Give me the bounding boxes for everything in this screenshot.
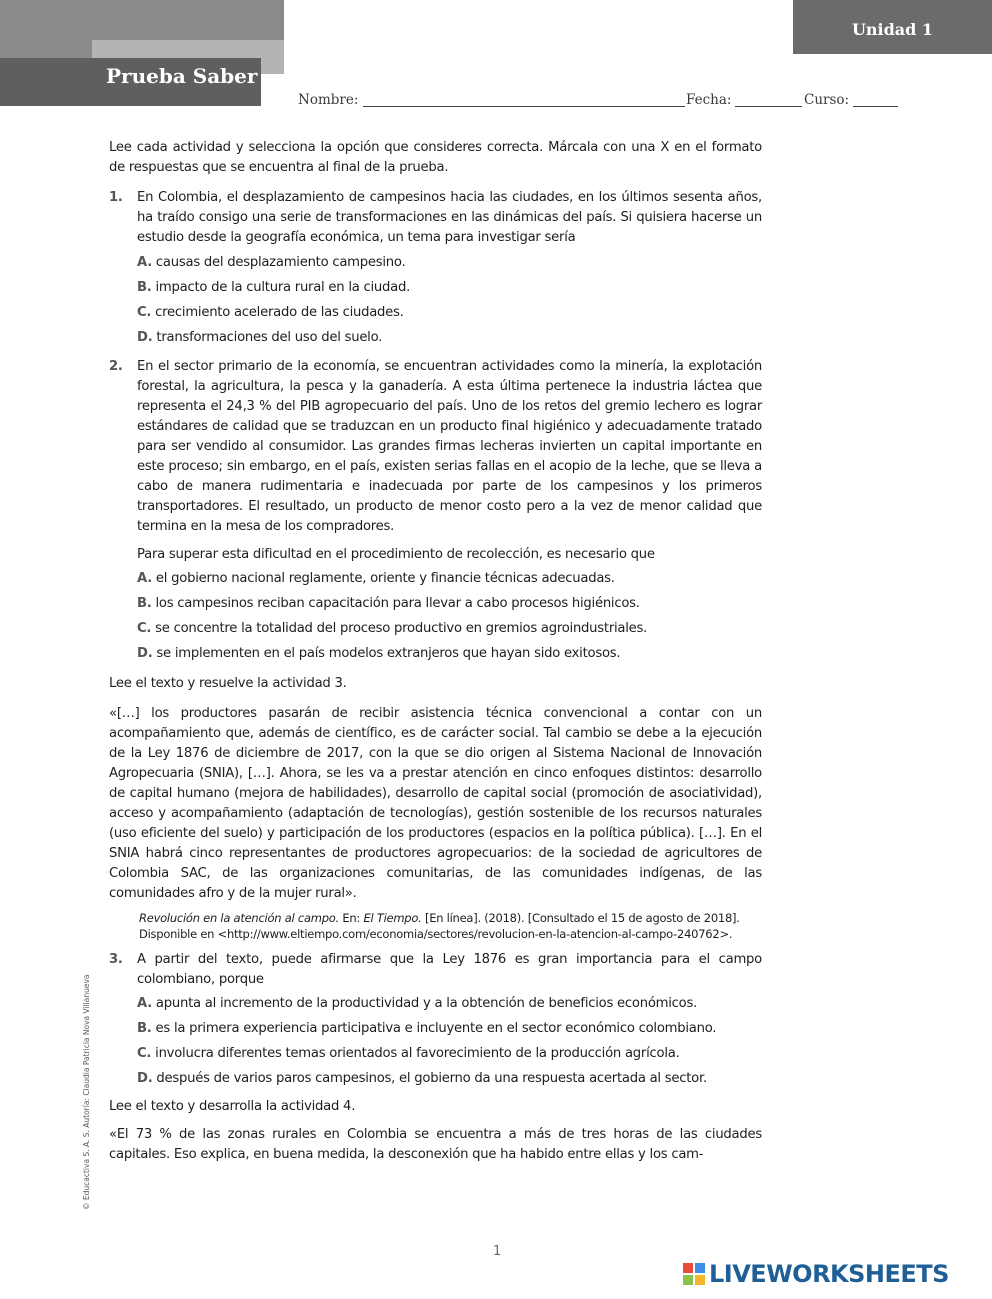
passage-4: «El 73 % de las zonas rurales en Colombia se encuentra a más de tres horas de las ciudades capitales. Eso explica, en buena medida, la desconexión que ha habido entre ellas y los cam- <box>109 1127 762 1162</box>
question-2 <box>109 357 762 565</box>
option-3b[interactable]: B. es la primera experiencia participativa e incluyente en el sector económico colombiano. <box>137 1021 717 1036</box>
question-text: En el sector primario de la economía, se encuentran actividades como la minería, la explotación forestal, la agricultura, la pesca y la ganadería. A esta última pertenece la industria láctea que representa el 24,3 % del PIB agropecuario del país. Uno de los retos del gremio lechero es lograr estándares de calidad que se traduzcan en un producto final higiénico y adecuadamente tratado para ser vendido al consumidor. Las grandes firmas lecheras invierten un capital importante en este proceso; sin embargo, en el país, existen serias fallas en el acopio de la leche, que se lleva a cabo de manera rudimentaria e inadecuada por parte de los campesinos y los primeros transportadores. El resultado, un producto de menor costo pero a la vez de menor calidad que termina en la mesa de los compradores. <box>137 359 762 534</box>
option-3a[interactable]: A. apunta al incremento de la productividad y a la obtención de beneficios económicos. <box>137 996 698 1011</box>
option-1d[interactable]: D. transformaciones del uso del suelo. <box>137 330 383 345</box>
option-2d[interactable]: D. se implementen en el país modelos extranjeros que hayan sido exitosos. <box>137 646 621 661</box>
option-1b[interactable]: B. impacto de la cultura rural en la ciudad. <box>137 280 411 295</box>
nombre-field[interactable] <box>363 106 685 107</box>
option-2c[interactable]: C. se concentre la totalidad del proceso productivo en gremios agroindustriales. <box>137 621 648 636</box>
fecha-label: Fecha: <box>686 92 732 108</box>
option-2b[interactable]: B. los campesinos reciban capacitación para llevar a cabo procesos higiénicos. <box>137 596 640 611</box>
option-3c[interactable]: C. involucra diferentes temas orientados al favorecimiento de la producción agrícola. <box>137 1046 680 1061</box>
question-text: En Colombia, el desplazamiento de campesinos hacia las ciudades, en los últimos sesenta años, ha traído consigo una serie de transformaciones en las dinámicas del país. Si quisiera hacerse un estudio desde la geografía económica, un tema para investigar sería <box>137 190 762 245</box>
question-text: A partir del texto, puede afirmarse que la Ley 1876 es gran importancia para el campo colombiano, porque <box>137 952 762 987</box>
option-2a[interactable]: A. el gobierno nacional reglamente, oriente y financie técnicas adecuadas. <box>137 571 615 586</box>
instructions: Lee cada actividad y selecciona la opción que consideres correcta. Márcala con una X en el formato de respuestas que se encuentra al final de la prueba. <box>109 140 762 175</box>
intro-activity-3: Lee el texto y resuelve la actividad 3. <box>109 676 347 691</box>
unit-badge: Unidad 1 <box>793 0 992 54</box>
question-1 <box>109 188 762 248</box>
intro-activity-4: Lee el texto y desarrolla la actividad 4. <box>109 1099 356 1114</box>
question-number: 3. <box>109 952 123 967</box>
question-number: 2. <box>109 359 123 374</box>
curso-field[interactable] <box>853 106 898 107</box>
question-number: 1. <box>109 190 123 205</box>
worksheet-content <box>109 138 762 1165</box>
citation: Revolución en la atención al campo. En: El Tiempo. [En línea]. (2018). [Consultado el 15 de agosto de 2018]. Disponible en <http://www.eltiempo.com/economia/sectores/revolucion-en-la-atencion-al-campo-240762>. <box>139 911 740 941</box>
page-number: 1 <box>493 1244 502 1259</box>
fecha-field[interactable] <box>735 106 802 107</box>
nombre-label: Nombre: <box>298 92 359 108</box>
passage-3: «[…] los productores pasarán de recibir asistencia técnica convencional a contar con un acompañamiento que, además de científico, es de carácter social. Tal cambio se debe a la ejecución de la Ley 1876 de diciembre de 2017, con la que se dio origen al Sistema Nacional de Innovación Agropecuaria (SNIA), […]. Ahora, se les va a prestar atención en cinco enfoques distintos: desarrollo de capital humano (mejora de habilidades), desarrollo de capital social (promoción de asociatividad), acceso y acompañamiento (adaptación de tecnologías), gestión sostenible de los recursos naturales (uso eficiente del suelo) y participación de los productores (espacios en la política pública). […]. En el SNIA habrá cinco representantes de productores agropecuarios: de la sociedad de agricultores de Colombia SAC, de las organizaciones comunitarias, de las comunidades indígenas, de las comunidades afro y de la mujer rural». <box>109 706 762 901</box>
curso-label: Curso: <box>804 92 850 108</box>
liveworksheets-icon <box>683 1263 705 1285</box>
option-1c[interactable]: C. crecimiento acelerado de las ciudades. <box>137 305 404 320</box>
option-3d[interactable]: D. después de varios paros campesinos, el gobierno da una respuesta acertada al sector. <box>137 1071 707 1086</box>
page-title: Prueba Saber <box>106 64 258 88</box>
brand-name: LIVEWORKSHEETS <box>709 1260 949 1288</box>
question-prompt: Para superar esta dificultad en el procedimiento de recolección, es necesario que <box>137 547 655 562</box>
liveworksheets-logo <box>683 1258 949 1290</box>
question-3 <box>109 950 762 990</box>
side-credit: © Educactiva S. A. S. Autoría: Claudia Patricia Nova Villanueva <box>82 974 91 1210</box>
option-1a[interactable]: A. causas del desplazamiento campesino. <box>137 255 406 270</box>
